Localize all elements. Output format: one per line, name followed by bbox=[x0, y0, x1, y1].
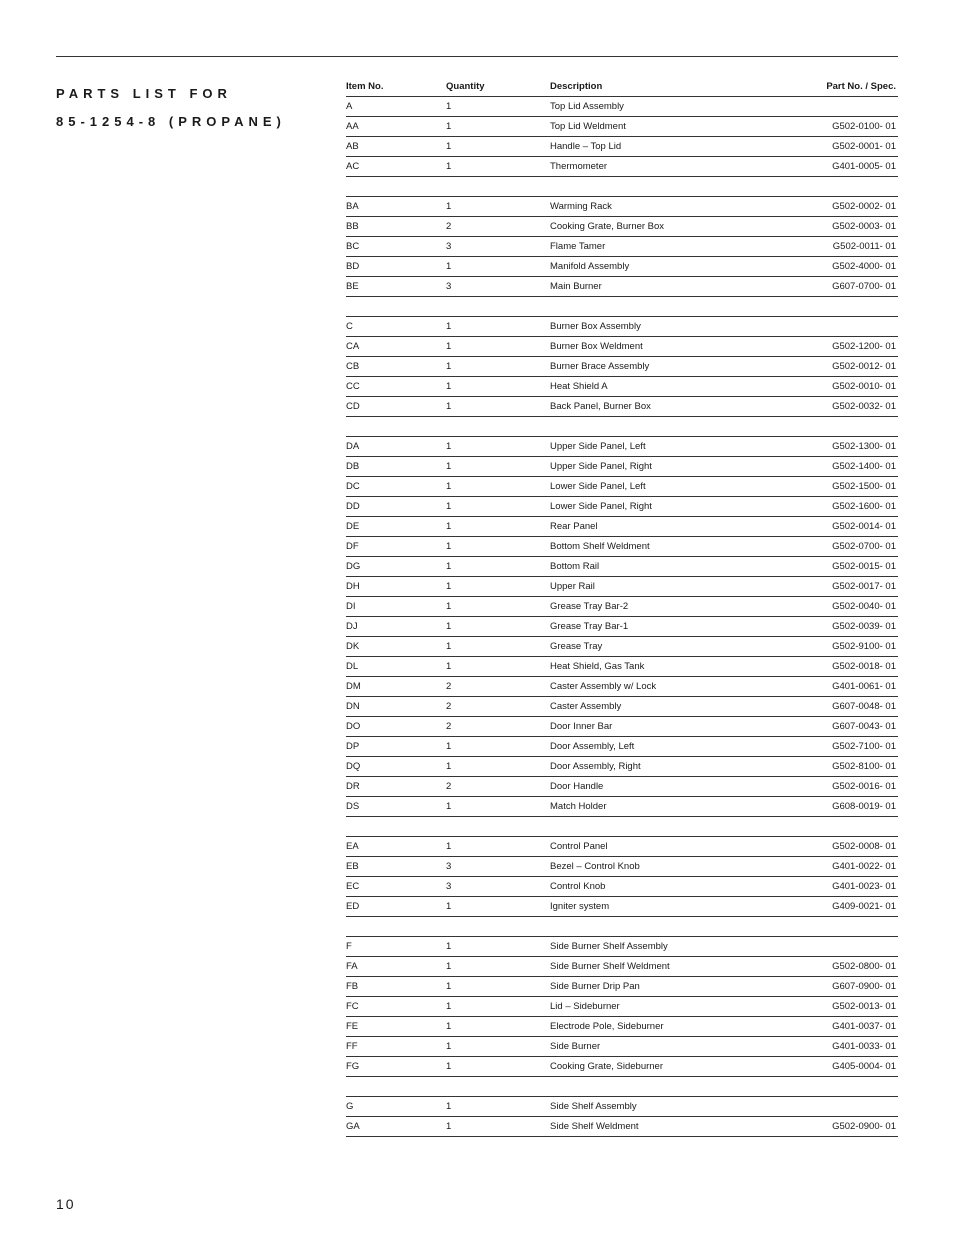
table-row bbox=[346, 1097, 898, 1117]
item-no-cell: DI bbox=[346, 597, 446, 617]
item-no-cell: DE bbox=[346, 517, 446, 537]
table-row bbox=[346, 717, 898, 737]
page-number: 10 bbox=[56, 1196, 76, 1212]
description-cell: Control Panel bbox=[550, 837, 770, 857]
quantity-cell: 1 bbox=[446, 317, 550, 337]
table-row bbox=[346, 877, 898, 897]
description-cell: Burner Box Weldment bbox=[550, 337, 770, 357]
item-no-cell: DB bbox=[346, 457, 446, 477]
item-no-cell: DK bbox=[346, 637, 446, 657]
title-line-2: 85-1254-8 (PROPANE) bbox=[56, 114, 286, 129]
table-row bbox=[346, 357, 898, 377]
group-spacer-row bbox=[346, 917, 898, 937]
item-no-cell: DQ bbox=[346, 757, 446, 777]
quantity-cell: 1 bbox=[446, 357, 550, 377]
table-row bbox=[346, 757, 898, 777]
table-row bbox=[346, 257, 898, 277]
part-no-cell: G607-0900- 01 bbox=[770, 977, 898, 997]
quantity-cell: 1 bbox=[446, 757, 550, 777]
quantity-cell: 1 bbox=[446, 437, 550, 457]
table-row bbox=[346, 617, 898, 637]
quantity-cell: 2 bbox=[446, 677, 550, 697]
item-no-cell: DO bbox=[346, 717, 446, 737]
quantity-cell: 1 bbox=[446, 577, 550, 597]
description-cell: Side Burner bbox=[550, 1037, 770, 1057]
part-no-cell: G607-0700- 01 bbox=[770, 277, 898, 297]
quantity-cell: 1 bbox=[446, 617, 550, 637]
table-row bbox=[346, 157, 898, 177]
part-no-cell: G502-0040- 01 bbox=[770, 597, 898, 617]
item-no-cell: C bbox=[346, 317, 446, 337]
quantity-cell: 1 bbox=[446, 197, 550, 217]
table-row bbox=[346, 337, 898, 357]
table-row bbox=[346, 697, 898, 717]
quantity-cell: 3 bbox=[446, 857, 550, 877]
part-no-cell: G401-0037- 01 bbox=[770, 1017, 898, 1037]
item-no-cell: DJ bbox=[346, 617, 446, 637]
quantity-cell: 1 bbox=[446, 797, 550, 817]
quantity-cell: 1 bbox=[446, 597, 550, 617]
item-no-cell: BA bbox=[346, 197, 446, 217]
group-spacer-cell bbox=[346, 917, 898, 937]
part-no-cell: G502-0003- 01 bbox=[770, 217, 898, 237]
description-cell: Manifold Assembly bbox=[550, 257, 770, 277]
table-row bbox=[346, 397, 898, 417]
item-no-cell: DH bbox=[346, 577, 446, 597]
table-row bbox=[346, 537, 898, 557]
group-spacer-cell bbox=[346, 1077, 898, 1097]
table-row bbox=[346, 557, 898, 577]
group-spacer-cell bbox=[346, 297, 898, 317]
description-cell: Door Inner Bar bbox=[550, 717, 770, 737]
page-title bbox=[56, 80, 316, 136]
quantity-cell: 2 bbox=[446, 777, 550, 797]
table-row bbox=[346, 1017, 898, 1037]
quantity-cell: 3 bbox=[446, 237, 550, 257]
description-cell: Side Shelf Assembly bbox=[550, 1097, 770, 1117]
item-no-cell: DD bbox=[346, 497, 446, 517]
quantity-cell: 1 bbox=[446, 737, 550, 757]
table-row bbox=[346, 677, 898, 697]
quantity-cell: 1 bbox=[446, 957, 550, 977]
item-no-cell: DG bbox=[346, 557, 446, 577]
description-cell: Main Burner bbox=[550, 277, 770, 297]
part-no-cell: G409-0021- 01 bbox=[770, 897, 898, 917]
description-cell: Flame Tamer bbox=[550, 237, 770, 257]
description-cell: Caster Assembly bbox=[550, 697, 770, 717]
item-no-cell: G bbox=[346, 1097, 446, 1117]
header-description: Description bbox=[550, 77, 770, 97]
table-row bbox=[346, 797, 898, 817]
table-row bbox=[346, 217, 898, 237]
description-cell: Burner Box Assembly bbox=[550, 317, 770, 337]
quantity-cell: 1 bbox=[446, 337, 550, 357]
top-rule bbox=[56, 56, 898, 57]
quantity-cell: 1 bbox=[446, 477, 550, 497]
item-no-cell: CC bbox=[346, 377, 446, 397]
item-no-cell: GA bbox=[346, 1117, 446, 1137]
description-cell: Handle – Top Lid bbox=[550, 137, 770, 157]
table-row bbox=[346, 997, 898, 1017]
description-cell: Cooking Grate, Burner Box bbox=[550, 217, 770, 237]
part-no-cell: G502-0018- 01 bbox=[770, 657, 898, 677]
table-row bbox=[346, 897, 898, 917]
part-no-cell: G502-0002- 01 bbox=[770, 197, 898, 217]
group-spacer-cell bbox=[346, 817, 898, 837]
table-row bbox=[346, 377, 898, 397]
part-no-cell: G502-0016- 01 bbox=[770, 777, 898, 797]
quantity-cell: 1 bbox=[446, 117, 550, 137]
item-no-cell: DR bbox=[346, 777, 446, 797]
description-cell: Heat Shield, Gas Tank bbox=[550, 657, 770, 677]
group-spacer-row bbox=[346, 417, 898, 437]
description-cell: Lower Side Panel, Left bbox=[550, 477, 770, 497]
table-header-row bbox=[346, 77, 898, 97]
item-no-cell: CD bbox=[346, 397, 446, 417]
item-no-cell: DF bbox=[346, 537, 446, 557]
table-row bbox=[346, 977, 898, 997]
part-no-cell: G607-0043- 01 bbox=[770, 717, 898, 737]
table-row bbox=[346, 837, 898, 857]
item-no-cell: DN bbox=[346, 697, 446, 717]
description-cell: Upper Side Panel, Left bbox=[550, 437, 770, 457]
description-cell: Lower Side Panel, Right bbox=[550, 497, 770, 517]
part-no-cell: G502-1400- 01 bbox=[770, 457, 898, 477]
part-no-cell: G502-0001- 01 bbox=[770, 137, 898, 157]
part-no-cell: G502-0012- 01 bbox=[770, 357, 898, 377]
table-row bbox=[346, 597, 898, 617]
part-no-cell: G502-1600- 01 bbox=[770, 497, 898, 517]
item-no-cell: FA bbox=[346, 957, 446, 977]
part-no-cell bbox=[770, 1097, 898, 1117]
quantity-cell: 1 bbox=[446, 1057, 550, 1077]
description-cell: Upper Rail bbox=[550, 577, 770, 597]
quantity-cell: 1 bbox=[446, 1017, 550, 1037]
part-no-cell: G401-0022- 01 bbox=[770, 857, 898, 877]
description-cell: Caster Assembly w/ Lock bbox=[550, 677, 770, 697]
item-no-cell: FE bbox=[346, 1017, 446, 1037]
description-cell: Burner Brace Assembly bbox=[550, 357, 770, 377]
item-no-cell: FF bbox=[346, 1037, 446, 1057]
table-row bbox=[346, 97, 898, 117]
quantity-cell: 1 bbox=[446, 657, 550, 677]
part-no-cell bbox=[770, 97, 898, 117]
description-cell: Side Burner Shelf Weldment bbox=[550, 957, 770, 977]
description-cell: Cooking Grate, Sideburner bbox=[550, 1057, 770, 1077]
description-cell: Upper Side Panel, Right bbox=[550, 457, 770, 477]
quantity-cell: 1 bbox=[446, 537, 550, 557]
table-row bbox=[346, 517, 898, 537]
quantity-cell: 3 bbox=[446, 277, 550, 297]
quantity-cell: 1 bbox=[446, 157, 550, 177]
item-no-cell: BC bbox=[346, 237, 446, 257]
item-no-cell: CA bbox=[346, 337, 446, 357]
table-row bbox=[346, 1057, 898, 1077]
part-no-cell: G401-0005- 01 bbox=[770, 157, 898, 177]
part-no-cell bbox=[770, 317, 898, 337]
header-item-no: Item No. bbox=[346, 77, 446, 97]
part-no-cell: G502-0700- 01 bbox=[770, 537, 898, 557]
quantity-cell: 1 bbox=[446, 837, 550, 857]
table-row bbox=[346, 137, 898, 157]
item-no-cell: DS bbox=[346, 797, 446, 817]
quantity-cell: 1 bbox=[446, 897, 550, 917]
table-row bbox=[346, 437, 898, 457]
table-row bbox=[346, 497, 898, 517]
part-no-cell: G401-0023- 01 bbox=[770, 877, 898, 897]
parts-table-body bbox=[346, 97, 898, 1137]
quantity-cell: 1 bbox=[446, 137, 550, 157]
group-spacer-row bbox=[346, 817, 898, 837]
table-row bbox=[346, 857, 898, 877]
part-no-cell: G502-4000- 01 bbox=[770, 257, 898, 277]
quantity-cell: 1 bbox=[446, 397, 550, 417]
table-row bbox=[346, 957, 898, 977]
description-cell: Bottom Shelf Weldment bbox=[550, 537, 770, 557]
item-no-cell: DL bbox=[346, 657, 446, 677]
item-no-cell: F bbox=[346, 937, 446, 957]
description-cell: Bezel – Control Knob bbox=[550, 857, 770, 877]
description-cell: Grease Tray Bar-2 bbox=[550, 597, 770, 617]
item-no-cell: FB bbox=[346, 977, 446, 997]
part-no-cell: G502-0900- 01 bbox=[770, 1117, 898, 1137]
table-row bbox=[346, 197, 898, 217]
item-no-cell: AA bbox=[346, 117, 446, 137]
quantity-cell: 1 bbox=[446, 497, 550, 517]
part-no-cell: G502-7100- 01 bbox=[770, 737, 898, 757]
quantity-cell: 1 bbox=[446, 977, 550, 997]
table-row bbox=[346, 777, 898, 797]
table-row bbox=[346, 937, 898, 957]
quantity-cell: 1 bbox=[446, 97, 550, 117]
quantity-cell: 1 bbox=[446, 997, 550, 1017]
item-no-cell: AB bbox=[346, 137, 446, 157]
description-cell: Rear Panel bbox=[550, 517, 770, 537]
part-no-cell: G502-0032- 01 bbox=[770, 397, 898, 417]
quantity-cell: 1 bbox=[446, 937, 550, 957]
item-no-cell: EC bbox=[346, 877, 446, 897]
description-cell: Warming Rack bbox=[550, 197, 770, 217]
item-no-cell: DA bbox=[346, 437, 446, 457]
group-spacer-cell bbox=[346, 417, 898, 437]
part-no-cell: G502-0039- 01 bbox=[770, 617, 898, 637]
part-no-cell: G502-0100- 01 bbox=[770, 117, 898, 137]
part-no-cell: G502-0010- 01 bbox=[770, 377, 898, 397]
part-no-cell: G502-0011- 01 bbox=[770, 237, 898, 257]
quantity-cell: 1 bbox=[446, 1097, 550, 1117]
table-row bbox=[346, 117, 898, 137]
part-no-cell: G502-8100- 01 bbox=[770, 757, 898, 777]
part-no-cell: G502-0008- 01 bbox=[770, 837, 898, 857]
part-no-cell: G405-0004- 01 bbox=[770, 1057, 898, 1077]
table-row bbox=[346, 477, 898, 497]
header-quantity: Quantity bbox=[446, 77, 550, 97]
quantity-cell: 2 bbox=[446, 697, 550, 717]
group-spacer-row bbox=[346, 297, 898, 317]
item-no-cell: FG bbox=[346, 1057, 446, 1077]
part-no-cell: G401-0061- 01 bbox=[770, 677, 898, 697]
quantity-cell: 2 bbox=[446, 717, 550, 737]
description-cell: Bottom Rail bbox=[550, 557, 770, 577]
table-row bbox=[346, 457, 898, 477]
table-row bbox=[346, 737, 898, 757]
part-no-cell: G401-0033- 01 bbox=[770, 1037, 898, 1057]
description-cell: Side Shelf Weldment bbox=[550, 1117, 770, 1137]
description-cell: Grease Tray bbox=[550, 637, 770, 657]
item-no-cell: BB bbox=[346, 217, 446, 237]
group-spacer-row bbox=[346, 1077, 898, 1097]
table-row bbox=[346, 637, 898, 657]
item-no-cell: FC bbox=[346, 997, 446, 1017]
parts-table bbox=[346, 77, 898, 1137]
description-cell: Igniter system bbox=[550, 897, 770, 917]
table-row bbox=[346, 237, 898, 257]
item-no-cell: BE bbox=[346, 277, 446, 297]
part-no-cell bbox=[770, 937, 898, 957]
quantity-cell: 1 bbox=[446, 557, 550, 577]
item-no-cell: CB bbox=[346, 357, 446, 377]
item-no-cell: EB bbox=[346, 857, 446, 877]
part-no-cell: G502-9100- 01 bbox=[770, 637, 898, 657]
part-no-cell: G607-0048- 01 bbox=[770, 697, 898, 717]
description-cell: Side Burner Shelf Assembly bbox=[550, 937, 770, 957]
description-cell: Side Burner Drip Pan bbox=[550, 977, 770, 997]
table-row bbox=[346, 317, 898, 337]
part-no-cell: G608-0019- 01 bbox=[770, 797, 898, 817]
quantity-cell: 1 bbox=[446, 1117, 550, 1137]
quantity-cell: 1 bbox=[446, 257, 550, 277]
description-cell: Back Panel, Burner Box bbox=[550, 397, 770, 417]
part-no-cell: G502-1200- 01 bbox=[770, 337, 898, 357]
description-cell: Door Assembly, Left bbox=[550, 737, 770, 757]
item-no-cell: AC bbox=[346, 157, 446, 177]
part-no-cell: G502-0017- 01 bbox=[770, 577, 898, 597]
table-row bbox=[346, 1117, 898, 1137]
part-no-cell: G502-0800- 01 bbox=[770, 957, 898, 977]
group-spacer-row bbox=[346, 177, 898, 197]
quantity-cell: 1 bbox=[446, 1037, 550, 1057]
item-no-cell: DM bbox=[346, 677, 446, 697]
part-no-cell: G502-1500- 01 bbox=[770, 477, 898, 497]
item-no-cell: DC bbox=[346, 477, 446, 497]
description-cell: Top Lid Assembly bbox=[550, 97, 770, 117]
description-cell: Heat Shield A bbox=[550, 377, 770, 397]
description-cell: Lid – Sideburner bbox=[550, 997, 770, 1017]
quantity-cell: 3 bbox=[446, 877, 550, 897]
part-no-cell: G502-0013- 01 bbox=[770, 997, 898, 1017]
item-no-cell: A bbox=[346, 97, 446, 117]
quantity-cell: 1 bbox=[446, 457, 550, 477]
description-cell: Electrode Pole, Sideburner bbox=[550, 1017, 770, 1037]
item-no-cell: ED bbox=[346, 897, 446, 917]
quantity-cell: 2 bbox=[446, 217, 550, 237]
description-cell: Door Assembly, Right bbox=[550, 757, 770, 777]
item-no-cell: DP bbox=[346, 737, 446, 757]
table-row bbox=[346, 1037, 898, 1057]
description-cell: Control Knob bbox=[550, 877, 770, 897]
table-row bbox=[346, 657, 898, 677]
part-no-cell: G502-0015- 01 bbox=[770, 557, 898, 577]
description-cell: Door Handle bbox=[550, 777, 770, 797]
title-line-1: PARTS LIST FOR bbox=[56, 86, 232, 101]
quantity-cell: 1 bbox=[446, 517, 550, 537]
item-no-cell: BD bbox=[346, 257, 446, 277]
table-row bbox=[346, 277, 898, 297]
part-no-cell: G502-0014- 01 bbox=[770, 517, 898, 537]
description-cell: Thermometer bbox=[550, 157, 770, 177]
group-spacer-cell bbox=[346, 177, 898, 197]
description-cell: Grease Tray Bar-1 bbox=[550, 617, 770, 637]
header-part-no: Part No. / Spec. bbox=[770, 77, 898, 97]
item-no-cell: EA bbox=[346, 837, 446, 857]
part-no-cell: G502-1300- 01 bbox=[770, 437, 898, 457]
table-row bbox=[346, 577, 898, 597]
description-cell: Top Lid Weldment bbox=[550, 117, 770, 137]
quantity-cell: 1 bbox=[446, 637, 550, 657]
description-cell: Match Holder bbox=[550, 797, 770, 817]
quantity-cell: 1 bbox=[446, 377, 550, 397]
